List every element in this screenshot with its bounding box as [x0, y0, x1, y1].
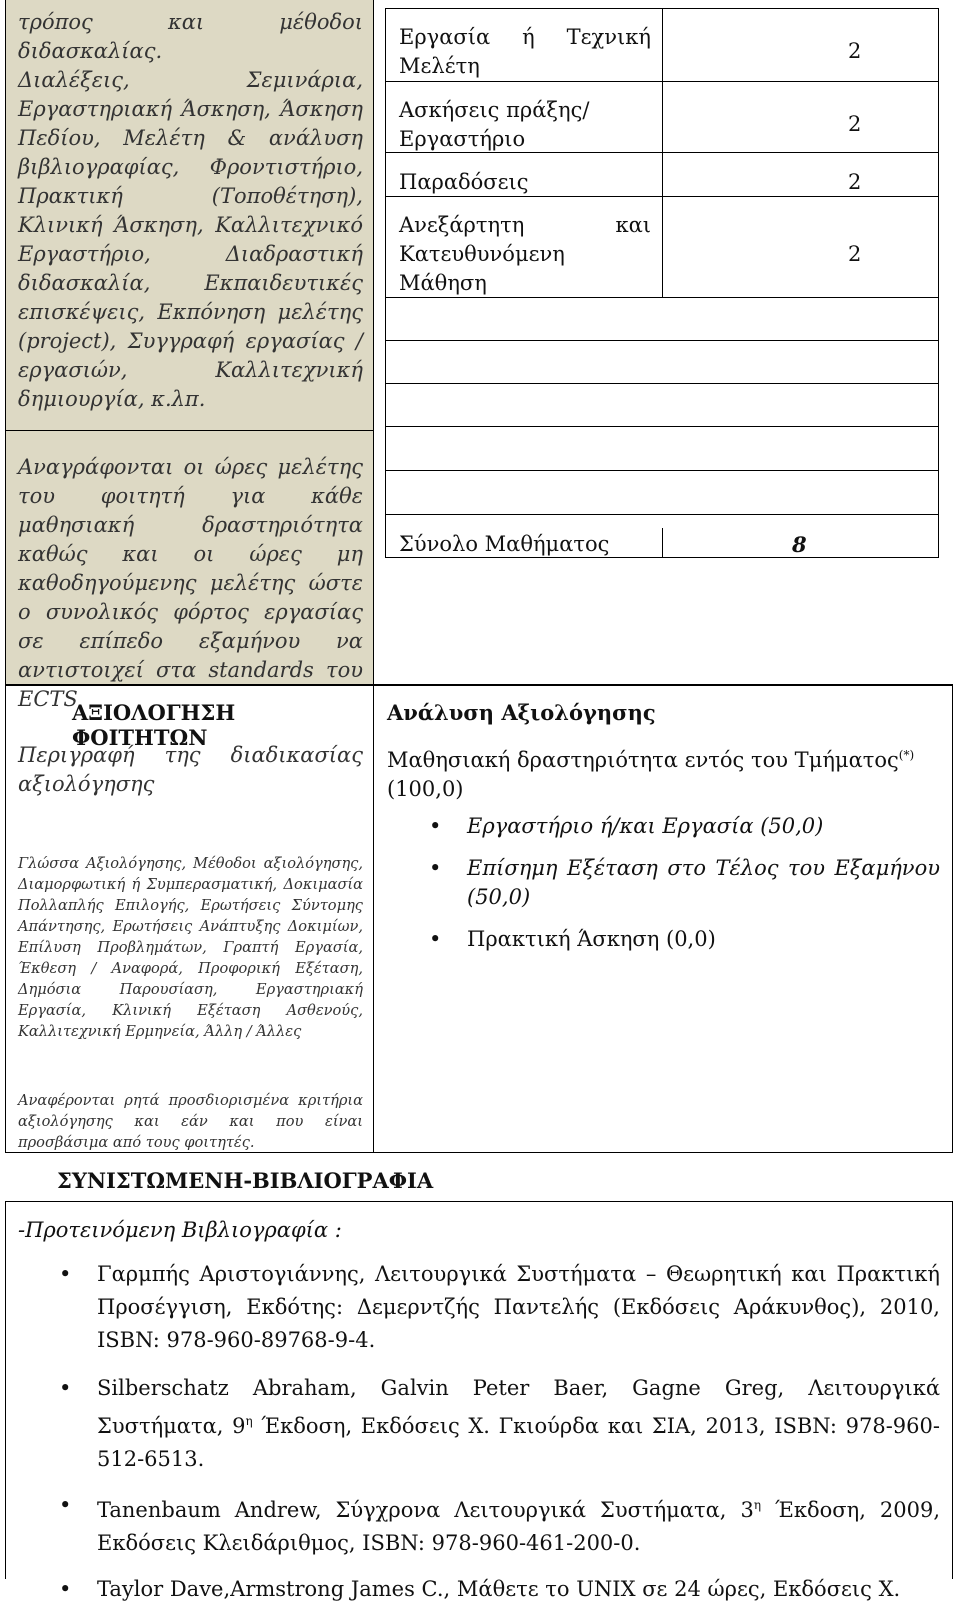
bibliography-entry-3-rest: Έκδοση, 2009, Εκδόσεις Κλειδάριθμος, ISBN: 978-960-461-200-0.	[97, 1498, 940, 1555]
bibliography-list	[97, 1258, 940, 1606]
assessment-criteria-note: Αναφέρονται ρητά προσδιορισμένα κριτήρια αξιολόγησης και εάν και που είναι προσβάσιμα από τους φοιτητές.	[18, 1092, 363, 1151]
assessment-description-label: Περιγραφή της διαδικασίας αξιολόγησης	[18, 743, 363, 796]
activity-label-4: Ανεξάρτητη και Κατευθυνόμενη Μάθηση	[399, 213, 651, 295]
bibliography-item	[97, 1573, 940, 1606]
analysis-item: • Πρακτική Άσκηση (0,0)	[467, 925, 940, 954]
activity-label-3: Παραδόσεις	[399, 170, 529, 194]
analysis-line-value: (100,0)	[387, 777, 464, 801]
bibliography-subtitle: -Προτεινόμενη Βιβλιογραφία :	[18, 1218, 342, 1242]
activity-value-2: 2	[848, 112, 862, 136]
activity-value-1: 2	[848, 39, 862, 63]
analysis-title: Ανάλυση Αξιολόγησης	[387, 700, 656, 725]
bibliography-title: ΣΥΝΙΣΤΩΜΕΝΗ-ΒΙΒΛΙΟΓΡΑΦΙΑ	[57, 1168, 434, 1193]
analysis-line-main: Μαθησιακή δραστηριότητα εντός του Τμήματος	[387, 748, 899, 772]
activity-label-1: Εργασία ή Τεχνική Μελέτη	[399, 25, 651, 78]
bibliography-entry-4: Taylor Dave,Armstrong James C., Μάθετε το UNIX σε 24 ώρες, Εκδόσεις Χ.	[97, 1577, 901, 1601]
bibliography-item	[97, 1372, 940, 1476]
total-value: 8	[792, 532, 807, 557]
assessment-methods-note: Γλώσσα Αξιολόγησης, Μέθοδοι αξιολόγησης, Διαμορφωτική ή Συμπερασματική, Δοκιμασία Πολλαπλής Επιλογής, Ερωτήσεις Σύντομης Απάντησης, Ερωτήσεις Ανάπτυξης Δοκιμίων, Επίλυση Προβλημάτων, Γραπτή Εργασία, Έκθεση / Αναφορά, Προφορική Εξέταση, Δημόσια Παρουσίαση, Εργαστηριακή Εργασία, Κλινική Εξέταση Ασθενούς, Καλλιτεχνική Ερμηνεία, Άλλη / Άλλες	[18, 855, 363, 1040]
activity-value-3: 2	[848, 170, 862, 194]
analysis-line	[387, 741, 942, 804]
analysis-sup: (*)	[898, 748, 915, 762]
bibliography-item	[97, 1258, 940, 1357]
hours-note-text: Αναγράφονται οι ώρες μελέτης του φοιτητή για κάθε μαθησιακή δραστηριότητα καθώς και οι ώρες μη καθοδηγούμενης μελέτης ώστε ο συνολικός φόρτος εργασίας σε επίπεδο εξαμήνου να αντιστοιχεί στα standards του ECTS	[18, 455, 363, 711]
activity-label-2: Ασκήσεις πράξης/Εργαστήριο	[399, 98, 590, 151]
teaching-methods-text	[18, 8, 363, 414]
bibliography-entry-3-sup: η	[753, 1498, 762, 1512]
analysis-list	[467, 812, 940, 954]
teaching-methods-list: Διαλέξεις, Σεμινάρια, Εργαστηριακή Άσκηση, Άσκηση Πεδίου, Μελέτη & ανάλυση βιβλιογραφίας, Φροντιστήριο, Πρακτική (Τοποθέτηση), Κλινική Άσκηση, Καλλιτεχνικό Εργαστήριο, Διαδραστική διδασκαλία, Εκπαιδευτικές επισκέψεις, Εκπόνηση μελέτης (project), Συγγραφή εργασίας / εργασιών, Καλλιτεχνική δημιουργία, κ.λπ.	[18, 68, 363, 411]
analysis-item: • Επίσημη Εξέταση στο Τέλος του Εξαμήνου (50,0)	[467, 854, 940, 912]
total-label: Σύνολο Μαθήματος	[399, 532, 610, 556]
activity-value-4: 2	[848, 242, 862, 266]
bibliography-item	[97, 1489, 940, 1560]
bibliography-entry-2: Silberschatz Abraham, Galvin Peter Baer, Gagne Greg, Λειτουργικά Συστήματα, 9	[97, 1376, 940, 1438]
bibliography-entry-2-rest: Έκδοση, Εκδόσεις Χ. Γκιούρδα και ΣΙΑ, 2013, ISBN: 978-960-512-6513.	[97, 1414, 940, 1471]
assessment-title: ΑΞΙΟΛΟΓΗΣΗ ΦΟΙΤΗΤΩΝ	[72, 700, 236, 750]
bibliography-entry-1: Γαρμπής Αριστογιάννης, Λειτουργικά Συστήματα – Θεωρητική και Πρακτική Προσέγγιση, Εκδότης: Δεμερντζής Παντελής (Εκδόσεις Αράκυνθος), 2010, ISBN: 978-960-89768-9-4.	[97, 1262, 940, 1352]
analysis-item: • Εργαστήριο ή/και Εργασία (50,0)	[467, 812, 940, 841]
teaching-methods-intro: τρόπος και μέθοδοι διδασκαλίας.	[18, 10, 363, 63]
bibliography-entry-3: Tanenbaum Andrew, Σύγχρονα Λειτουργικά Συστήματα, 3	[97, 1498, 754, 1522]
bibliography-entry-2-sup: η	[245, 1414, 253, 1428]
